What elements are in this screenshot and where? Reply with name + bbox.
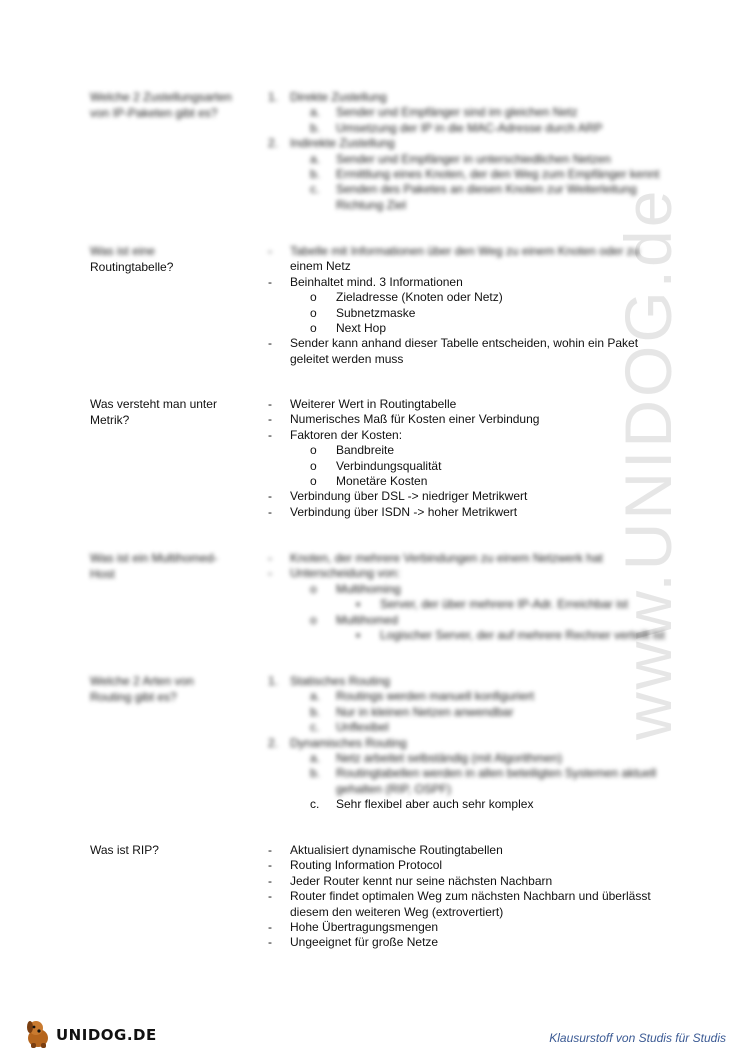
question	[90, 90, 250, 121]
answer-text: geleitet werden muss	[290, 351, 404, 366]
answer-text: Verbindung über ISDN -> hoher Metrikwert	[290, 504, 518, 519]
logo-text: UNIDOG.DE	[56, 1026, 157, 1044]
question	[90, 244, 250, 275]
question	[90, 843, 250, 859]
list-marker: 2.	[268, 136, 279, 151]
list-marker: a.	[310, 750, 321, 765]
answer-item	[268, 613, 648, 628]
answer-item	[268, 674, 648, 689]
list-marker: -	[268, 858, 272, 873]
list-marker: -	[268, 919, 272, 934]
answer-item	[268, 489, 648, 504]
list-marker: a.	[310, 105, 321, 120]
answer-item	[268, 136, 648, 151]
answer-text: Bandbreite	[336, 443, 395, 458]
answer-list	[268, 551, 665, 643]
answer-text: Sender und Empfänger in unterschiedlichen Netzen	[336, 151, 611, 166]
answer-item	[268, 689, 648, 704]
answer-text: Umsetzung der IP in die MAC-Adresse durch ARP	[336, 120, 603, 135]
answer-text: gehalten (RIP, OSPF)	[336, 781, 452, 796]
answer-item	[268, 336, 648, 351]
answer-item	[268, 797, 648, 812]
answer-text: Zieladresse (Knoten oder Netz)	[336, 290, 503, 305]
list-marker: -	[268, 843, 272, 857]
answer-list	[268, 674, 657, 813]
answer-item	[268, 275, 648, 290]
list-marker: a.	[310, 151, 321, 166]
answer-item	[268, 582, 648, 597]
answer-item	[268, 412, 648, 427]
answer-text: Indirekte Zustellung	[290, 136, 395, 151]
answer-text: einem Netz	[290, 259, 351, 274]
answer-item	[268, 627, 665, 643]
list-marker: -	[268, 551, 272, 565]
answer-text: Beinhaltet mind. 3 Informationen	[290, 274, 463, 289]
answer-text: Logischer Server, der auf mehrere Rechner verteilt ist	[380, 627, 665, 642]
list-marker: -	[268, 427, 272, 442]
answer-item	[268, 306, 648, 321]
list-marker: -	[268, 504, 272, 519]
list-marker: -	[268, 566, 272, 581]
answer-item	[268, 751, 648, 766]
answer-item	[268, 889, 651, 904]
footer-tagline: Klausurstoff von Studis für Studis	[549, 1031, 726, 1045]
answer-list	[268, 244, 648, 367]
answer-text: Routingtabellen werden in allen beteiligten Systemen aktuell	[336, 766, 657, 781]
answer-item	[268, 166, 660, 182]
list-marker: o	[310, 473, 317, 488]
list-marker: 1.	[268, 674, 279, 688]
answer-text: Sender kann anhand dieser Tabelle entscheiden, wohin ein Paket	[290, 336, 639, 351]
answer-text: Aktualisiert dynamische Routingtabellen	[290, 843, 503, 857]
answer-text: Monetäre Kosten	[336, 473, 428, 488]
answer-text: Unflexibel	[336, 720, 389, 735]
question-line: Host	[90, 566, 115, 581]
question-line: Routingtabelle?	[90, 259, 174, 274]
answer-item	[268, 705, 648, 720]
list-marker: c.	[310, 182, 320, 197]
question-line: Was versteht man unter	[90, 397, 217, 411]
answer-item	[268, 397, 648, 412]
answer-item	[268, 935, 648, 950]
watermark-text: www.UNIDOG.de	[611, 187, 685, 740]
answer-text: Dynamisches Routing	[290, 735, 407, 750]
answer-item	[268, 259, 648, 274]
answer-text: Next Hop	[336, 320, 387, 335]
answer-text: Senden des Paketes an diesen Knoten zur Weiterleitung	[336, 182, 637, 197]
answer-item	[268, 105, 648, 120]
answer-item	[268, 920, 648, 935]
answer-text: Router findet optimalen Weg zum nächsten Nachbarn und überlässt	[290, 889, 651, 904]
answer-text: Routing Information Protocol	[290, 858, 443, 873]
answer-list	[268, 843, 651, 951]
list-marker: b.	[310, 766, 321, 781]
answer-item	[268, 766, 657, 781]
answer-item	[268, 720, 648, 735]
answer-text: Numerisches Maß für Kosten einer Verbindung	[290, 412, 540, 427]
question-line: Was ist ein Multihomed-	[90, 551, 218, 565]
list-marker: c.	[310, 797, 320, 812]
answer-text: Statisches Routing	[290, 674, 391, 688]
list-marker: a.	[310, 689, 321, 704]
answer-list	[268, 90, 660, 213]
list-marker: -	[268, 873, 272, 888]
answer-text: Faktoren der Kosten:	[290, 427, 403, 442]
list-marker: o	[310, 305, 317, 320]
answer-item	[268, 782, 648, 797]
answer-text: Routings werden manuell konfiguriert	[336, 689, 535, 704]
list-marker: o	[310, 290, 317, 305]
answer-text: Verbindungsqualität	[336, 458, 442, 473]
answer-item	[268, 121, 648, 136]
answer-item	[268, 551, 648, 566]
question	[90, 397, 250, 428]
answer-item	[268, 474, 648, 489]
list-marker: -	[268, 274, 272, 289]
answer-item	[268, 443, 648, 458]
answer-text: Server, der über mehrere IP-Adr. Erreichbar ist	[380, 597, 629, 612]
answer-item	[268, 843, 648, 858]
answer-text: Subnetzmaske	[336, 305, 416, 320]
answer-item	[268, 244, 648, 259]
answer-text: Multihomed	[336, 612, 399, 627]
answer-text: Ungeeignet für große Netze	[290, 935, 439, 950]
answer-text: Richtung Ziel	[336, 197, 407, 212]
answer-text: Nur in kleinen Netzen anwendbar	[336, 704, 514, 719]
answer-item	[268, 736, 648, 751]
list-marker: -	[268, 889, 272, 904]
answer-text: Jeder Router kennt nur seine nächsten Nachbarn	[290, 873, 553, 888]
list-marker: o	[310, 612, 317, 627]
question	[90, 674, 250, 705]
question-line: Was ist eine	[90, 244, 155, 258]
question-line: Metrik?	[90, 412, 130, 427]
answer-item	[268, 858, 648, 873]
answer-item	[268, 905, 648, 920]
answer-item	[268, 874, 648, 889]
list-marker: 2.	[268, 735, 279, 750]
answer-item	[268, 505, 648, 520]
list-marker: -	[268, 489, 272, 504]
list-marker: b.	[310, 704, 321, 719]
answer-text: Sehr flexibel aber auch sehr komplex	[336, 797, 534, 812]
answer-text: Unterscheidung von:	[290, 566, 401, 581]
list-marker: ▪	[356, 597, 361, 612]
answer-item	[268, 90, 648, 105]
answer-item	[268, 182, 648, 197]
answer-item	[268, 321, 648, 336]
question-line: von IP-Paketen gibt es?	[90, 105, 218, 120]
answer-item	[268, 290, 648, 305]
answer-item	[268, 597, 648, 612]
answer-text: diesem den weiteren Weg (extrovertiert)	[290, 904, 504, 919]
answer-item	[268, 352, 648, 367]
list-marker: -	[268, 244, 272, 258]
answer-item	[268, 566, 648, 581]
answer-text: Netz arbeitet selbständig (mit Algorithmen)	[336, 750, 563, 765]
list-marker: b.	[310, 166, 321, 181]
answer-item	[268, 459, 648, 474]
answer-item	[268, 428, 648, 443]
answer-text: Knoten, der mehrere Verbindungen zu einem Netzwerk hat	[290, 551, 603, 565]
answer-item	[268, 152, 648, 167]
list-marker: -	[268, 412, 272, 427]
list-marker: o	[310, 320, 317, 335]
answer-text: Sender und Empfänger sind im gleichen Netz	[336, 105, 578, 120]
list-marker: -	[268, 935, 272, 950]
answer-item	[268, 198, 648, 213]
question-line: Was ist RIP?	[90, 843, 159, 857]
answer-list	[268, 397, 648, 520]
list-marker: o	[310, 443, 317, 458]
list-marker: o	[310, 458, 317, 473]
answer-text: Weiterer Wert in Routingtabelle	[290, 397, 457, 411]
answer-text: Hohe Übertragungsmengen	[290, 919, 439, 934]
answer-text: Tabelle mit Informationen über den Weg zu einem Knoten oder zu	[290, 244, 640, 258]
question-line: Welche 2 Zustellungsarten	[90, 90, 232, 104]
list-marker: c.	[310, 720, 320, 735]
answer-text: Multihoming	[336, 581, 401, 596]
list-marker: 1.	[268, 90, 279, 104]
list-marker: -	[268, 397, 272, 411]
unidog-logo	[22, 1016, 162, 1050]
answer-text: Verbindung über DSL -> niedriger Metrikwert	[290, 489, 528, 504]
dog-icon	[22, 1016, 56, 1050]
answer-text: Direkte Zustellung	[290, 90, 387, 104]
question-line: Routing gibt es?	[90, 689, 177, 704]
answer-text: Ermittlung eines Knoten, der den Weg zum Empfänger kennt	[336, 166, 660, 181]
list-marker: ▪	[356, 627, 361, 642]
list-marker: o	[310, 581, 317, 596]
list-marker: -	[268, 336, 272, 351]
question	[90, 551, 250, 582]
question-line: Welche 2 Arten von	[90, 674, 194, 688]
list-marker: b.	[310, 120, 321, 135]
